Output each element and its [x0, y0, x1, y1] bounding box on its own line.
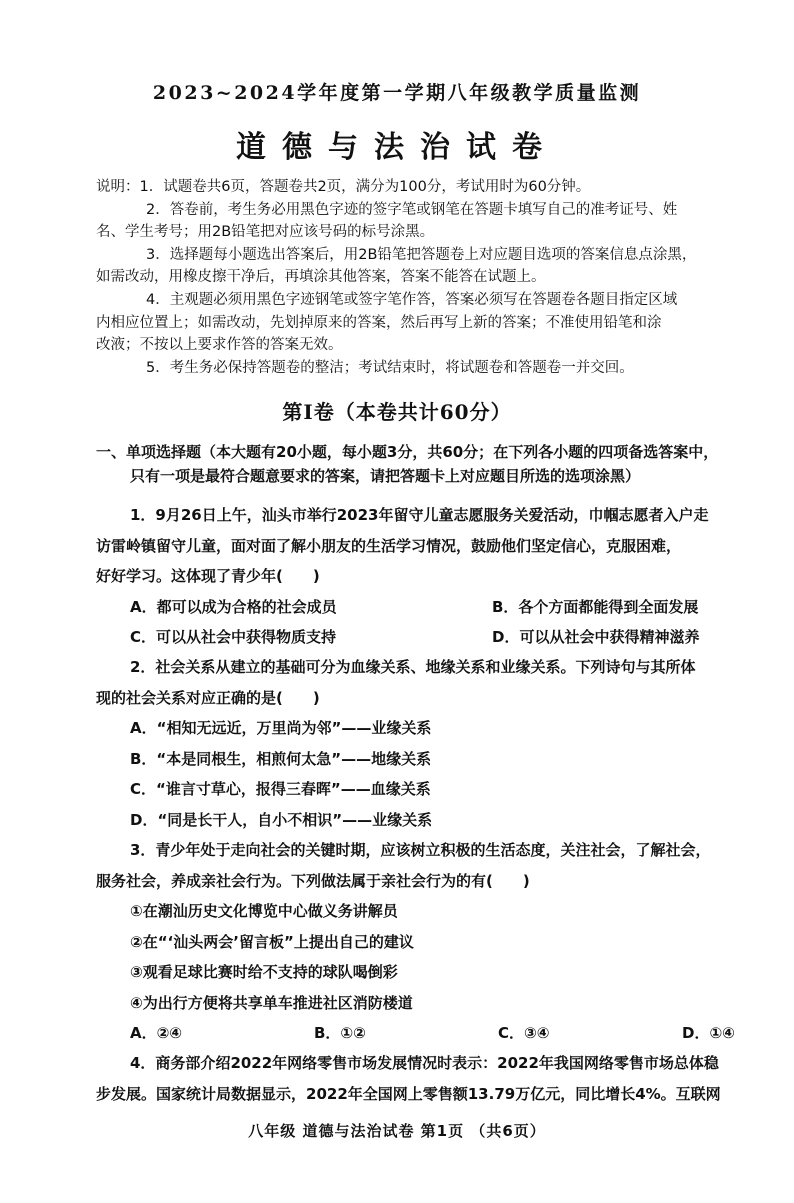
option-a: A．都可以成为合格的社会成员 [130, 597, 337, 616]
option-c: C．③④ [498, 1024, 550, 1042]
instruction-line: 4．主观题必须用黑色字迹钢笔或签字笔作答，答案必须写在答题卷各题目指定区域 [146, 291, 678, 308]
question-text: 服务社会，养成亲社会行为。下列做法属于亲社会行为的有( ) [96, 871, 530, 890]
instruction-line: 内相应位置上；如需改动，先划掉原来的答案，然后再写上新的答案；不准使用铅笔和涂 [96, 314, 662, 331]
option-d: D．①④ [682, 1024, 735, 1042]
exam-title: 2023~2024学年度第一学期八年级教学质量监测 [152, 82, 642, 104]
option-b: B．各个方面都能得到全面发展 [492, 597, 699, 616]
statement-item: ①在潮汕历史文化博览中心做义务讲解员 [130, 902, 398, 920]
option-b: B．“本是同根生，相煎何太急”——地缘关系 [130, 749, 432, 768]
question-1 [96, 500, 786, 653]
option-d: D．“同是长干人，自小不相识”——业缘关系 [130, 810, 433, 829]
statement-item: ④为出行方便将共享单车推进社区消防楼道 [130, 993, 413, 1012]
part-heading [96, 440, 786, 488]
option-row [96, 622, 786, 653]
statement-item: ③观看足球比赛时给不支持的球队喝倒彩 [130, 963, 398, 981]
part-heading-line: 只有一项是最符合题意要求的答案，请把答题卡上对应题目所选的选项涂黑） [130, 467, 641, 485]
statement-item: ②在“‘汕头两会’留言板”上提出自己的建议 [130, 932, 414, 951]
section-title: 第Ⅰ卷（本卷共计60分） [282, 400, 512, 424]
part-heading-line: 一、单项选择题（本大题有20小题，每小题3分，共60分；在下列各小题的四项备选答案中， [96, 443, 719, 461]
question-text: 4．商务部介绍2022年网络零售市场发展情况时表示：2022年我国网络零售市场总体稳 [130, 1054, 719, 1072]
question-text: 步发展。国家统计局数据显示，2022年全国网上零售额13.79万亿元，同比增长4%。互联网 [96, 1084, 721, 1103]
option-row [96, 1018, 786, 1049]
option-b: B．①② [314, 1024, 366, 1042]
question-4 [96, 1048, 786, 1109]
option-row [96, 592, 786, 623]
instruction-line: 2．答卷前，考生务必用黑色字迹的签字笔或钢笔在答题卡填写自己的准考证号、姓 [146, 201, 678, 218]
subject-title: 道德与法治试卷 [236, 130, 558, 165]
instruction-line: 说明：1．试题卷共6页，答题卷共2页，满分为100分，考试用时为60分钟。 [96, 179, 591, 195]
instruction-line: 如需改动，用橡皮擦干净后，再填涂其他答案，答案不能答在试题上。 [96, 269, 546, 286]
question-text: 1．9月26日上午，汕头市举行2023年留守儿童志愿服务关爱活动，巾帼志愿者入户走 [130, 506, 709, 524]
instruction-line: 5．考生务必保持答题卷的整洁；考试结束时，将试题卷和答题卷一并交回。 [146, 359, 634, 376]
question-text: 访雷岭镇留守儿童，面对面了解小朋友的生活学习情况，鼓励他们坚定信心，克服困难， [96, 536, 682, 555]
question-text: 2．社会关系从建立的基础可分为血缘关系、地缘关系和业缘关系。下列诗句与其所体 [130, 658, 696, 676]
page-footer: 八年级 道德与法治试卷 第1页 （共6页） [248, 1122, 546, 1140]
question-2 [96, 652, 786, 835]
question-text: 现的社会关系对应正确的是( ) [96, 688, 320, 707]
option-c: C．“谁言寸草心，报得三春晖”——血缘关系 [130, 780, 431, 798]
instruction-line: 3．选择题每小题选出答案后，用2B铅笔把答题卷上对应题目选项的答案信息点涂黑， [146, 246, 697, 263]
question-text: 好好学习。这体现了青少年( ) [96, 567, 320, 585]
option-c: C．可以从社会中获得物质支持 [130, 628, 337, 646]
option-a: A．“相知无远近，万里尚为邻”——业缘关系 [130, 719, 432, 737]
option-a: A．②④ [130, 1024, 183, 1042]
instructions-block [96, 176, 786, 379]
option-d: D．可以从社会中获得精神滋养 [492, 628, 700, 646]
question-3 [96, 835, 786, 1049]
question-text: 3．青少年处于走向社会的关键时期，应该树立积极的生活态度，关注社会，了解社会， [130, 841, 711, 859]
instruction-line: 改液；不按以上要求作答的答案无效。 [96, 337, 343, 354]
instruction-line: 名、学生考号；用2B铅笔把对应该号码的标号涂黑。 [96, 224, 435, 241]
